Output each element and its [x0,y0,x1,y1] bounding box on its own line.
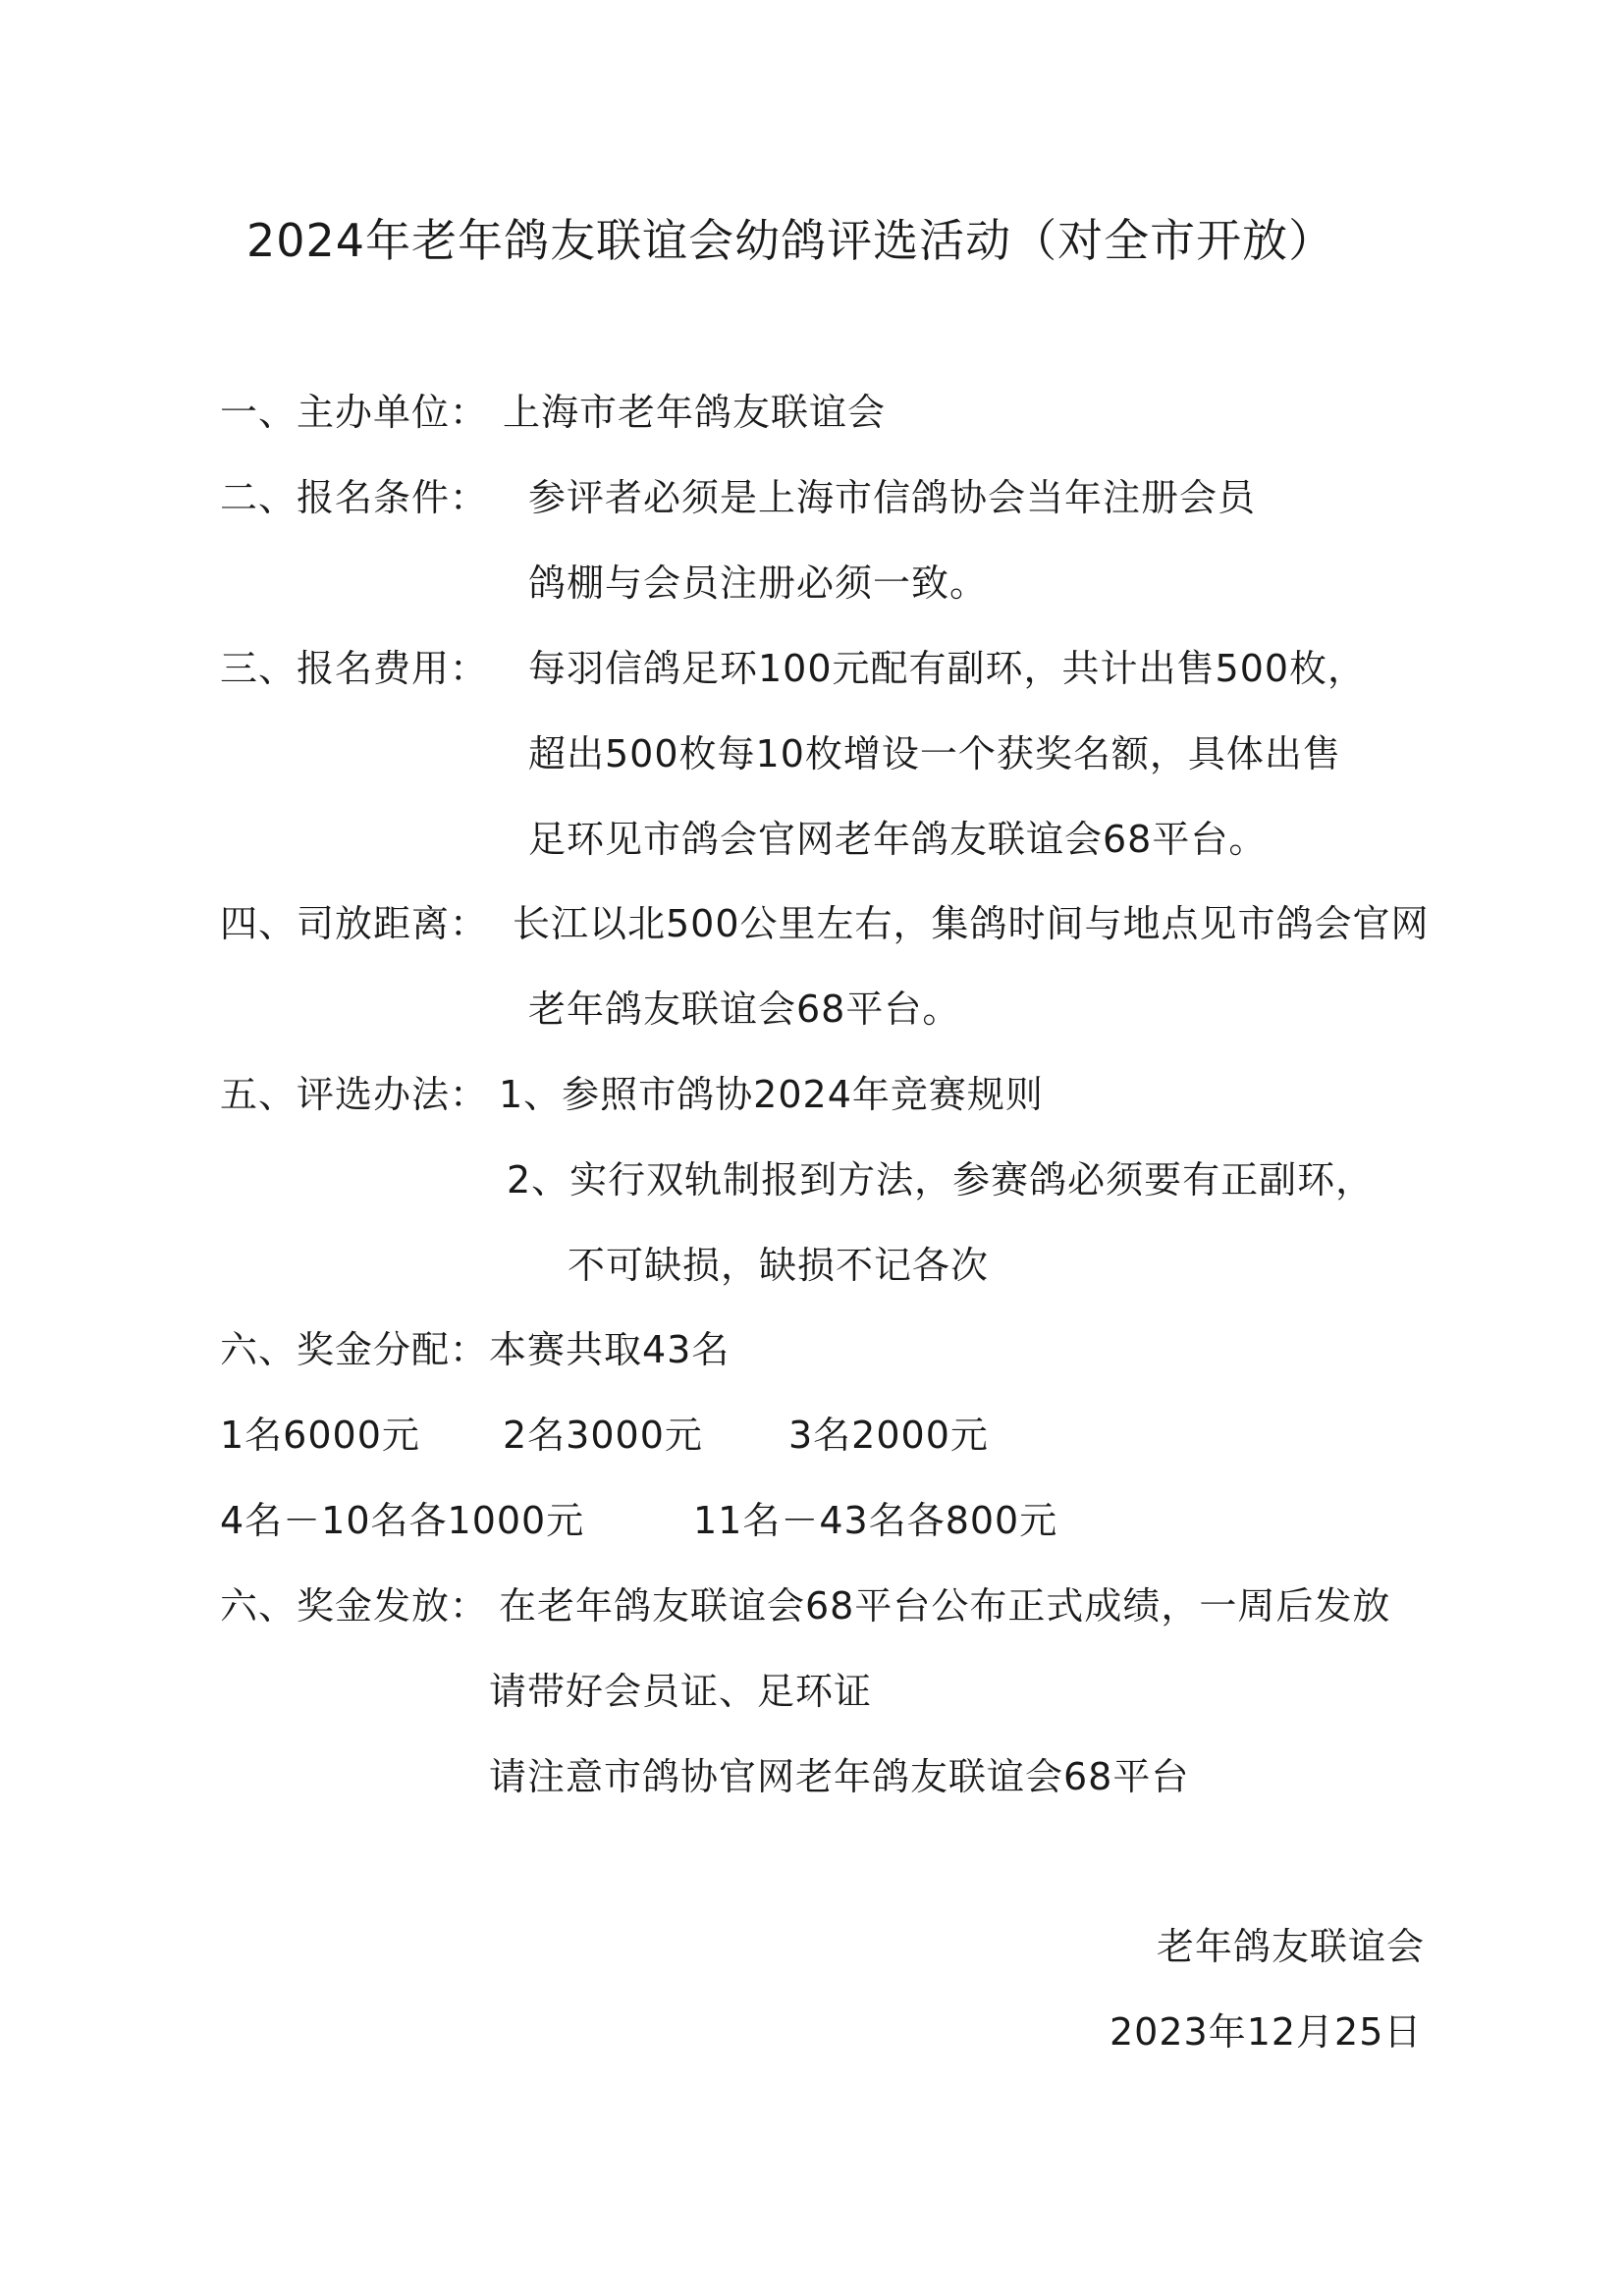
eligibility-label: 二、报名条件： [220,476,489,519]
judging-line-3: 不可缺损，缺损不记各次 [568,1244,990,1287]
prize-payment-label: 六、奖金发放： [220,1584,489,1628]
fees-label: 三、报名费用： [220,647,489,690]
eligibility-line-2: 鸽棚与会员注册必须一致。 [528,561,989,605]
prize-payment-line-3: 请注意市鸽协官网老年鸽友联谊会68平台 [489,1755,1190,1798]
prize-payment-line-2: 请带好会员证、足环证 [489,1670,873,1713]
document-title: 2024年老年鸽友联谊会幼鸽评选活动（对全市开放） [246,214,1335,267]
prize-tier-1: 1名6000元 [220,1414,420,1457]
fees-line-1: 每羽信鸽足环100元配有副环，共计出售500枚， [528,647,1367,690]
fees-line-2: 超出500枚每10枚增设一个获奖名额，具体出售 [528,732,1341,775]
judging-line-2: 2、实行双轨制报到方法，参赛鸽必须要有正副环， [507,1158,1375,1201]
organizer-label: 一、主办单位： [220,391,489,434]
prize-allocation-line-1: 本赛共取43名 [489,1328,731,1371]
prize-tier-4: 4名－10名各1000元 [220,1499,585,1542]
judging-line-1: 1、参照市鸽协2024年竞赛规则 [499,1073,1044,1116]
signature-organization: 老年鸽友联谊会 [1157,1925,1426,1968]
prize-tier-5: 11名－43名各800元 [693,1499,1058,1542]
fees-line-3: 足环见市鸽会官网老年鸽友联谊会68平台。 [528,818,1268,861]
distance-label: 四、司放距离： [220,902,489,945]
distance-line-2: 老年鸽友联谊会68平台。 [528,988,961,1031]
signature-date: 2023年12月25日 [1110,2010,1423,2054]
prize-tier-3: 3名2000元 [788,1414,989,1457]
prize-tier-2: 2名3000元 [503,1414,703,1457]
organizer-line-1: 上海市老年鸽友联谊会 [503,391,887,434]
judging-label: 五、评选办法： [220,1073,489,1116]
prize-payment-line-1: 在老年鸽友联谊会68平台公布正式成绩，一周后发放 [499,1584,1391,1628]
distance-line-1: 长江以北500公里左右，集鸽时间与地点见市鸽会官网 [513,902,1430,945]
prize-allocation-label: 六、奖金分配： [220,1328,489,1371]
eligibility-line-1: 参评者必须是上海市信鸽协会当年注册会员 [528,476,1257,519]
